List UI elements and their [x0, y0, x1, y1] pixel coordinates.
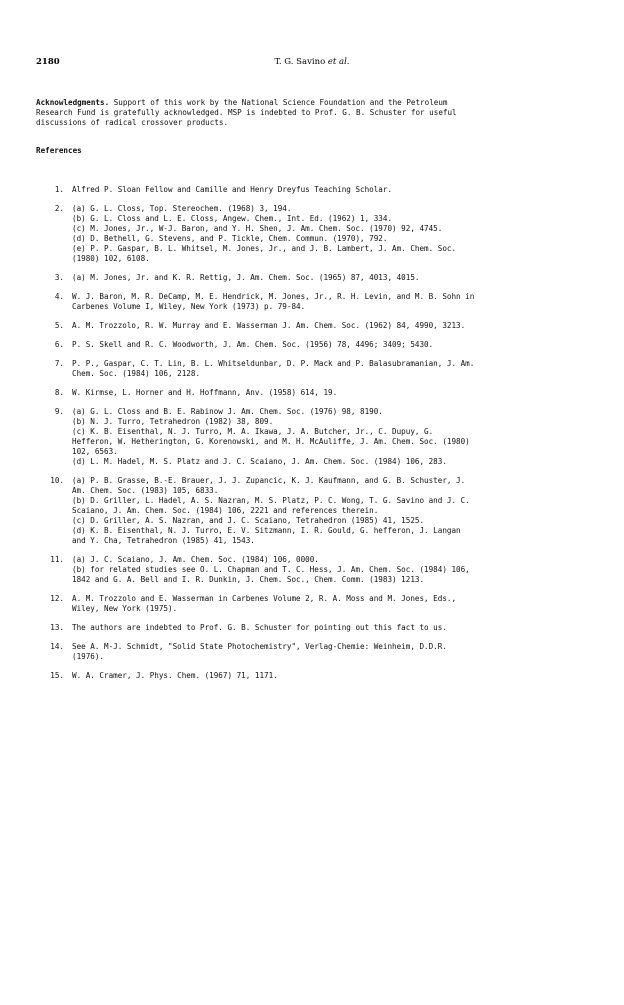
reference-line: W. A. Cramer, J. Phys. Chem. (1967) 71, 1171. — [72, 671, 278, 680]
reference-item — [36, 642, 596, 662]
reference-number: 1. — [54, 185, 64, 194]
reference-item — [36, 671, 596, 681]
reference-line: P. S. Skell and R. C. Woodworth, J. Am. Chem. Soc. (1956) 78, 4496; 3409; 5430. — [72, 340, 434, 349]
reference-number: 14. — [50, 642, 64, 651]
reference-item — [36, 359, 596, 379]
references-heading: References — [36, 146, 82, 155]
ack-line: discussions of radical crossover products. — [36, 118, 229, 127]
reference-number: 11. — [50, 555, 64, 564]
reference-line: (a) P. B. Grasse, B.-E. Brauer, J. J. Zupancic, K. J. Kaufmann, and G. B. Schuster, J. — [72, 476, 466, 485]
reference-line: 1842 and G. A. Bell and I. R. Dunkin, J. Chem. Soc., Chem. Comm. (1983) 1213. — [72, 575, 425, 584]
reference-number: 3. — [54, 273, 64, 282]
reference-line: (c) M. Jones, Jr., W-J. Baron, and Y. H. Shen, J. Am. Chem. Soc. (1970) 92, 4745. — [72, 224, 443, 233]
reference-line: Chem. Soc. (1984) 106, 2128. — [72, 369, 201, 378]
reference-item — [36, 292, 596, 312]
reference-line: W. J. Baron, M. R. DeCamp, M. E. Hendrick, M. Jones, Jr., R. H. Levin, and M. B. Sohn in — [72, 292, 475, 301]
reference-line: and Y. Cha, Tetrahedron (1985) 41, 1543. — [72, 536, 255, 545]
reference-number: 4. — [54, 292, 64, 301]
reference-item — [36, 204, 596, 264]
reference-line: (a) G. L. Closs, Top. Stereochem. (1968) 3, 194. — [72, 204, 292, 213]
reference-line: A. M. Trozzolo, R. W. Murray and E. Wasserman J. Am. Chem. Soc. (1962) 84, 4990, 3213. — [72, 321, 466, 330]
reference-item — [36, 388, 596, 398]
reference-line: (1976). — [72, 652, 105, 661]
reference-line: See A. M-J. Schmidt, "Solid State Photochemistry", Verlag-Chemie: Weinheim, D.D.R. — [72, 642, 447, 651]
reference-number: 12. — [50, 594, 64, 603]
reference-line: A. M. Trozzolo and E. Wasserman in Carbenes Volume 2, R. A. Moss and M. Jones, Eds., — [72, 594, 457, 603]
reference-line: Scaiano, J. Am. Chem. Soc. (1984) 106, 2221 and references therein. — [72, 506, 379, 515]
reference-item — [36, 340, 596, 350]
reference-text — [72, 407, 596, 467]
reference-text — [72, 340, 596, 350]
acknowledgments — [36, 98, 596, 128]
author-names: T. G. Savino — [274, 57, 326, 67]
reference-line: (b) N. J. Turro, Tetrahedron (1982) 38, 809. — [72, 417, 274, 426]
reference-line: (c) D. Griller, A. S. Nazran, and J. C. Scaiano, Tetrahedron (1985) 41, 1525. — [72, 516, 425, 525]
reference-number: 15. — [50, 671, 64, 680]
reference-line: Alfred P. Sloan Fellow and Camille and Henry Dreyfus Teaching Scholar. — [72, 185, 393, 194]
reference-line: (b) for related studies see O. L. Chapman and T. C. Hess, J. Am. Chem. Soc. (1984) 106, — [72, 565, 470, 574]
reference-item — [36, 321, 596, 331]
running-header — [0, 57, 624, 71]
reference-text — [72, 642, 596, 662]
reference-text — [72, 594, 596, 614]
reference-text — [72, 555, 596, 585]
reference-text — [72, 388, 596, 398]
reference-line: (d) L. M. Hadel, M. S. Platz and J. C. Scaiano, J. Am. Chem. Soc. (1984) 106, 283. — [72, 457, 447, 466]
reference-line: (c) K. B. Eisenthal, N. J. Turro, M. A. Ikawa, J. A. Butcher, Jr., C. Dupuy, G. — [72, 427, 434, 436]
reference-item — [36, 407, 596, 467]
ack-line: Research Fund is gratefully acknowledged. MSP is indebted to Prof. G. B. Schuster for useful — [36, 108, 457, 117]
reference-text — [72, 204, 596, 264]
reference-line: (e) P. P. Gaspar, B. L. Whitsel, M. Jones, Jr., and J. B. Lambert, J. Am. Chem. Soc. — [72, 244, 457, 253]
reference-number: 9. — [54, 407, 64, 416]
reference-text — [72, 671, 596, 681]
reference-line: Wiley, New York (1975). — [72, 604, 178, 613]
reference-line: W. Kirmse, L. Horner and H. Hoffmann, Anv. (1958) 614, 19. — [72, 388, 338, 397]
reference-line: (a) M. Jones, Jr. and K. R. Rettig, J. Am. Chem. Soc. (1965) 87, 4013, 4015. — [72, 273, 420, 282]
reference-line: (1980) 102, 6108. — [72, 254, 150, 263]
reference-number: 2. — [54, 204, 64, 213]
reference-line: (a) G. L. Closs and B. E. Rabinow J. Am. Chem. Soc. (1976) 98, 8190. — [72, 407, 383, 416]
reference-line: (d) D. Bethell, G. Stevens, and P. Tickle, Chem. Commun. (1970), 792. — [72, 234, 388, 243]
reference-line: (d) K. B. Eisenthal, N. J. Turro, E. V. Sitzmann, I. R. Gould, G. hefferon, J. Langan — [72, 526, 461, 535]
reference-line: Hefferon, W. Hetherington, G. Korenowski, and M. H. McAuliffe, J. Am. Chem. Soc. (1980) — [72, 437, 470, 446]
reference-item — [36, 594, 596, 614]
reference-line: (b) G. L. Closs and L. E. Closs, Angew. Chem., Int. Ed. (1962) 1, 334. — [72, 214, 393, 223]
reference-line: (a) J. C. Scaiano, J. Am. Chem. Soc. (1984) 106, 0000. — [72, 555, 319, 564]
reference-line: Carbenes Volume I, Wiley, New York (1973) p. 79-84. — [72, 302, 306, 311]
reference-text — [72, 359, 596, 379]
reference-line: 102, 6563. — [72, 447, 118, 456]
reference-line: Am. Chem. Soc. (1983) 105, 6833. — [72, 486, 219, 495]
reference-number: 5. — [54, 321, 64, 330]
ack-heading: Acknowledgments. — [36, 98, 110, 107]
ack-line — [36, 98, 447, 107]
reference-text — [72, 476, 596, 546]
reference-item — [36, 185, 596, 195]
reference-text — [72, 185, 596, 195]
reference-line: P. P., Gaspar, C. T. Lin, B. L. Whitseldunbar, D. P. Mack and P. Balasubramanian, J. Am. — [72, 359, 475, 368]
reference-text — [72, 273, 596, 283]
reference-number: 7. — [54, 359, 64, 368]
ack-text: Support of this work by the National Science Foundation and the Petroleum — [113, 98, 448, 107]
reference-item — [36, 623, 596, 633]
reference-item — [36, 273, 596, 283]
reference-text — [72, 321, 596, 331]
reference-text — [72, 623, 596, 633]
reference-number: 6. — [54, 340, 64, 349]
reference-line: The authors are indebted to Prof. G. B. Schuster for pointing out this fact to us. — [72, 623, 447, 632]
reference-number: 8. — [54, 388, 64, 397]
et-al: et al. — [327, 57, 350, 67]
reference-number: 10. — [50, 476, 64, 485]
reference-text — [72, 292, 596, 312]
running-authors — [0, 57, 624, 67]
reference-item — [36, 555, 596, 585]
reference-line: (b) D. Griller, L. Hadel, A. S. Nazran, M. S. Platz, P. C. Wong, T. G. Savino and J. C. — [72, 496, 470, 505]
reference-number: 13. — [50, 623, 64, 632]
reference-list — [36, 185, 596, 690]
page-number: 2180 — [36, 57, 60, 67]
reference-item — [36, 476, 596, 546]
